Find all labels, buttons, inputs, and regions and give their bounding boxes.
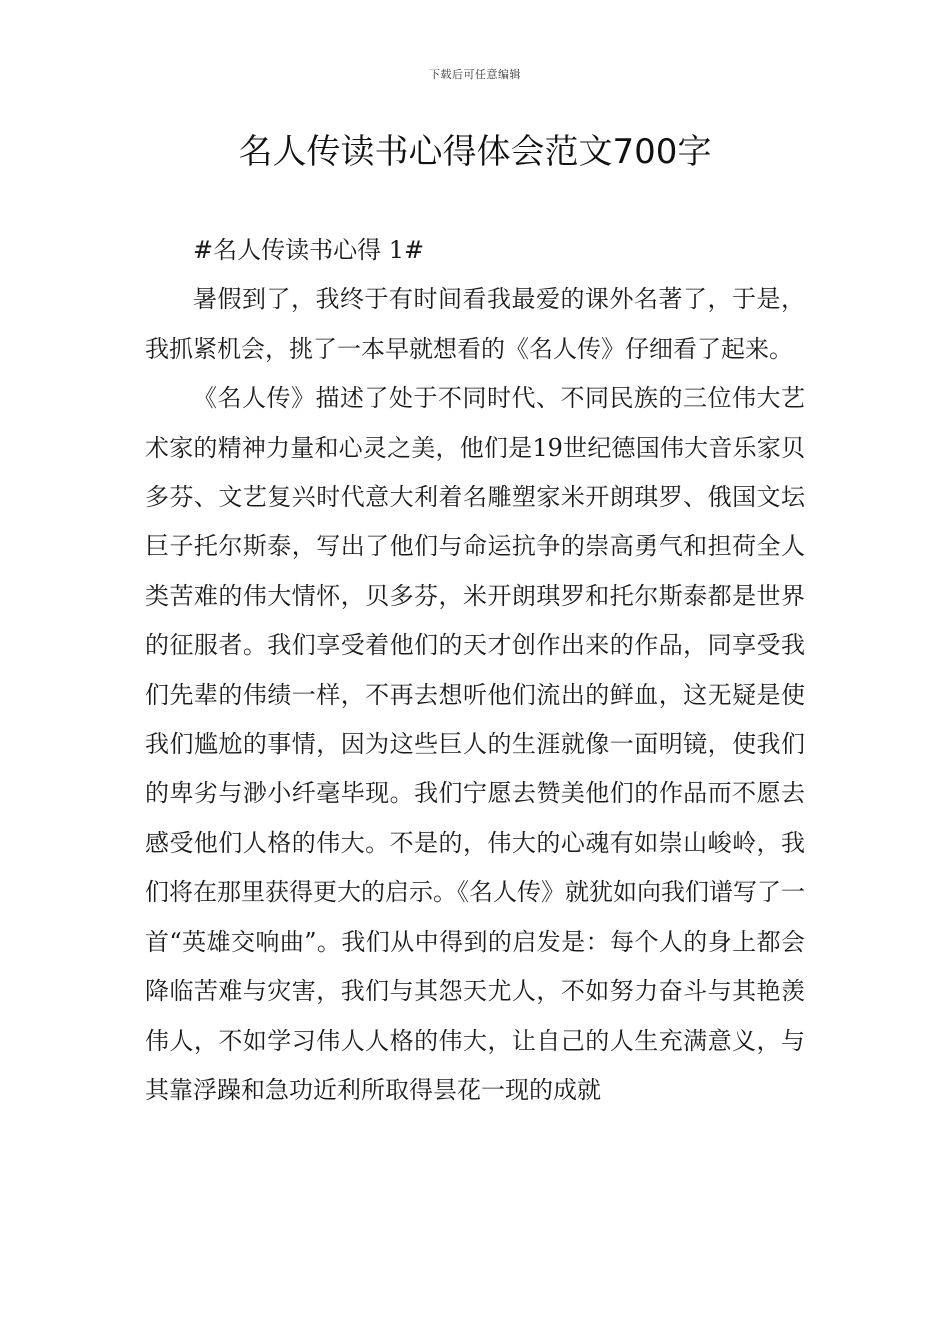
paragraph-2: 《名人传》描述了处于不同时代、不同民族的三位伟大艺术家的精神力量和心灵之美，他们是19世纪德国伟大音乐家贝多芬、文艺复兴时代意大利着名雕塑家米开朗琪罗、俄国文坛巨子托尔斯泰，写出了他们与命运抗争的崇高勇气和担荷全人类苦难的伟大情怀，贝多芬，米开朗琪罗和托尔斯泰都是世界的征服者。我们享受着他们的天才创作出来的作品，同享受我们先辈的伟绩一样，不再去想听他们流出的鲜血，这无疑是使我们尴尬的事情，因为这些巨人的生涯就像一面明镜，使我们的卑劣与渺小纤毫毕现。我们宁愿去赞美他们的作品而不愿去感受他们人格的伟大。不是的，伟大的心魂有如崇山峻岭，我们将在那里获得更大的启示。《名人传》就犹如向我们谱写了一首“英雄交响曲”。我们从中得到的启发是：每个人的身上都会降临苦难与灾害，我们与其怨天尤人，不如努力奋斗与其艳羡伟人，不如学习伟人人格的伟大，让自己的人生充满意义，与其靠浮躁和急功近利所取得昙花一现的成就 xyxy=(145,384,805,1104)
document-body xyxy=(145,226,805,1115)
section-heading: #名人传读书心得 1# xyxy=(193,236,425,264)
header-note: 下载后可任意编辑 xyxy=(429,68,521,81)
document-title: 名人传读书心得体会范文700字 xyxy=(238,132,712,172)
paragraph-1: 暑假到了，我终于有时间看我最爱的课外名著了，于是，我抓紧机会，挑了一本早就想看的《名人传》仔细看了起来。 xyxy=(145,285,805,363)
